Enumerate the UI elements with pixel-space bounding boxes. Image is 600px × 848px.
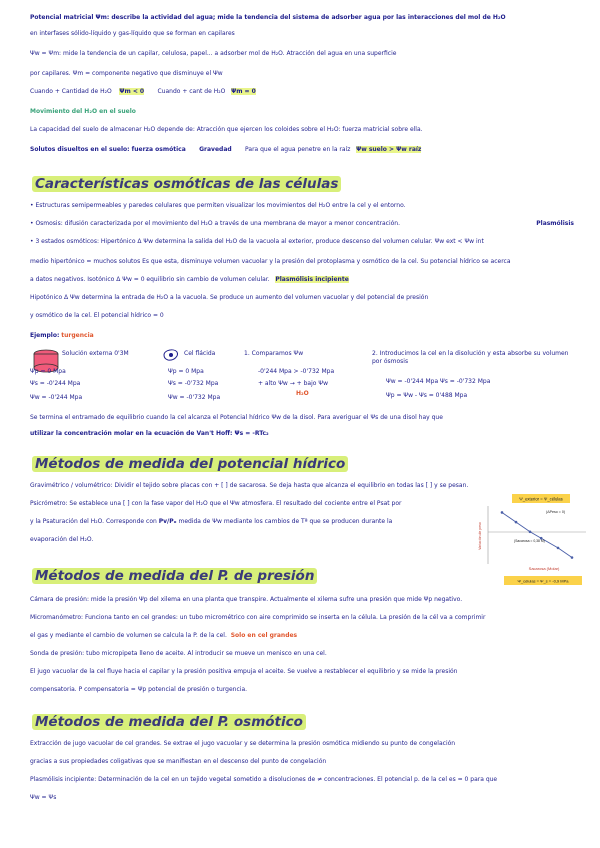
s4-line-4: Ψw = Ψs — [30, 794, 57, 801]
ex2-b: Ψs = -0'732 Mpa — [168, 380, 219, 387]
weight-chart — [474, 492, 594, 592]
s3-line-4: Sonda de presión: tubo micropipeta lleno de aceite. Al introducir se mueve un menisco en una cel. — [30, 650, 327, 657]
s3-3a: el gas y mediante el cambio de volumen se calcula la P. de la cel. — [30, 632, 227, 639]
chart-point-5 — [571, 556, 574, 559]
chart-point-1 — [515, 521, 518, 524]
intro-line-2: en interfases sólido-líquido y gas-líquido que se forman en capilares — [30, 30, 235, 37]
chart-point-2 — [529, 530, 532, 533]
section4-heading — [32, 714, 306, 730]
s1-bullet-2 — [30, 220, 574, 228]
turgencia-label: turgencia — [61, 332, 94, 339]
s3-line-6: compensatoria. P compensatoria = Ψp potencial de presión o turgencia. — [30, 686, 248, 693]
section2-heading — [32, 456, 348, 472]
s1-conclusion-1: Se termina el entramado de equilibrio cuando la cel alcanza el Potencial hídrico Ψw de la disol. Para averiguar el Ψs de una disol hay que — [30, 414, 443, 421]
intro-line-8 — [30, 146, 574, 154]
s1-b2b: Plasmólisis — [536, 220, 574, 227]
ex4-b: Ψp = Ψw - Ψs = 0'488 Mpa — [386, 392, 468, 399]
s3-line-3 — [30, 632, 574, 640]
s1-bullet-4: medio hipertónico = muchos solutos Es que esta, disminuye volumen vacuolar y la presión del protoplasma y osmótico de la cel. Su potencial hídrico se acerca — [30, 258, 511, 265]
s1-b5b: Plasmólisis incipiente — [275, 276, 349, 283]
s1-example-label — [30, 332, 574, 340]
ex3-a: -0'244 Mpa > -0'732 Mpa — [258, 368, 335, 375]
chart-point-0 — [501, 511, 504, 514]
ex4-a: Ψw = -0'244 Mpa Ψs = -0'732 Mpa — [386, 378, 491, 385]
intro-line-4: por capilares. Ψm = componente negativo que disminuye el Ψw — [30, 70, 223, 77]
intro-8c: Para que el agua penetre en la raíz — [245, 146, 351, 153]
chart-xlabel: Sacarosa (Molar) — [528, 566, 560, 571]
s1-bullet-3: • 3 estados osmóticos: Hipertónico Δ Ψw determina la salida del H₂O de la vacuola al exterior, produce descenso del volumen celular. Ψw ext < Ψw int — [30, 238, 484, 245]
ex1-a: Ψp = 0 Mpa — [30, 368, 66, 375]
cell-icon — [162, 348, 180, 362]
chart-point2-label: (Sacarosa = 0,38 M) — [514, 539, 545, 543]
ex2-c: Ψw = -0'732 Mpa — [168, 394, 221, 401]
s1-bullet-5 — [30, 276, 574, 284]
s4-line-1: Extracción de jugo vacuolar de cel grandes. Se extrae el jugo vacuolar y se determina la presión osmótica midiendo su punto de congelación — [30, 740, 456, 747]
s4-line-3: Plasmólisis incipiente: Determinación de la cel en un tejido vegetal sometido a disoluciones de ≠ concentraciones. El potencial p. de la cel es = 0 para que — [30, 776, 498, 783]
s1-b2a: • Ósmosis: difusión caracterizada por el movimiento del H₂O a través de una membrana de mayor a menor concentración. — [30, 220, 401, 227]
section1-heading — [32, 176, 341, 192]
chart-point-4 — [557, 547, 560, 550]
intro-5c: Cuando + cant de H₂O — [157, 88, 226, 95]
intro-5d: Ψm = 0 — [231, 88, 256, 95]
s1-bullet-7: y osmótico de la cel. El potencial hídrico = 0 — [30, 312, 164, 319]
chart-point1-label: (ΔPeso = 0) — [546, 510, 566, 514]
s1-conclusion-2: utilizar la concentración molar en la ecuación de Van't Hoff: Ψs = -RTc₂ — [30, 430, 269, 437]
s2-line-1: Gravimétrico / volumétrico: Dividir el tejido sobre placas con + [ ] de sacarosa. Se deja hasta que alcanza el equilibrio en todas las [ ] y se pesan. — [30, 482, 469, 489]
chart-series-group — [501, 511, 574, 559]
section4-title: Métodos de medida del P. osmótico — [32, 714, 306, 730]
s1-bullet-1: • Estructuras semipermeables y paredes celulares que permiten visualizar los movimientos del H₂O entre la cel y el entorno. — [30, 202, 406, 209]
s2-3a: y la Psaturación del H₂O. Corresponde con — [30, 518, 157, 525]
section3-title: Métodos de medida del P. de presión — [32, 568, 317, 584]
intro-line-6: Movimiento del H₂O en el suelo — [30, 108, 136, 115]
ex1-c: Ψw = -0'244 Mpa — [30, 394, 83, 401]
section3-heading — [32, 568, 317, 584]
ex1-title: Solución externa 0'3M — [62, 350, 129, 357]
ex3-c: H₂O — [296, 390, 309, 397]
intro-line-5 — [30, 88, 574, 96]
ex2-a: Ψp = 0 Mpa — [168, 368, 204, 375]
ex3-b: + alto Ψw → + bajo Ψw — [258, 380, 328, 387]
ex3-title: 1. Comparamos Ψw — [244, 350, 304, 357]
s3-line-2: Micromanómetro: Funciona tanto en cel grandes: un tubo micrométrico con aire comprimido se inserta en la célula. La presión de la cél va a comprimir — [30, 614, 486, 621]
s2-line-3 — [30, 518, 470, 526]
intro-8d: Ψw suelo > Ψw raíz — [356, 146, 422, 153]
chart-title: Ψ_exterior = Ψ_células — [519, 496, 563, 502]
ex4-title: 2. Introducimos la cel en la disolución y esta absorbe su volumen por ósmosis — [372, 350, 569, 365]
intro-8b: Gravedad — [199, 146, 232, 153]
intro-line-7: La capacidad del suelo de almacenar H₂O depende de: Atracción que ejercen los coloides sobre el H₂O: fuerza matricial sobre ella. — [30, 126, 423, 133]
intro-5b: Ψm < 0 — [119, 88, 145, 95]
chart-ylabel: Variación de peso — [478, 522, 482, 550]
s2-line-4: evaporación del H₂O. — [30, 536, 94, 543]
s1-b5a: a datos negativos. Isotónico Δ Ψw = 0 equilibrio sin cambio de volumen celular. — [30, 276, 270, 283]
chart-series-line — [502, 512, 572, 557]
section1-title: Características osmóticas de las células — [32, 176, 341, 192]
s3-line-5: El jugo vacuolar de la cel fluye hacia el capilar y la presión positiva empuja el aceite. Se vuelve a restablecer el equilibrio y se mide la presión — [30, 668, 458, 675]
s2-3b: Pv/Pₒ — [158, 518, 177, 525]
s4-line-2: gracias a sus propiedades coligativas que se manifiestan en el descenso del punto de congelación — [30, 758, 327, 765]
intro-line-1: Potencial matricial Ψm: describe la actividad del agua; mide la tendencia del sistema de adsorber agua por las interacciones del mol de H₂O — [30, 14, 506, 21]
chart-bottom-label: Ψ_células = Ψ_s = -0,9 MPa — [517, 578, 569, 584]
ex2-title: Cel flácida — [184, 350, 216, 357]
s1-bullet-6: Hipotónico Δ Ψw determina la entrada de H₂O a la vacuola. Se produce un aumento del volumen vacuolar y del potencial de presión — [30, 294, 429, 301]
intro-line-3: Ψw = Ψm: mide la tendencia de un capilar, celulosa, papel... a adsorber mol de H₂O. Atracción del agua en una superficie — [30, 50, 397, 57]
s3-line-1: Cámara de presión: mide la presión Ψp del xilema en una planta que transpire. Actualmente el xilema sufre una presión que mide Ψp negativo. — [30, 596, 463, 603]
s2-line-2: Psicrómetro: Se establece una [ ] con la fase vapor del H₂O que el Ψw atmosfera. El resultado del cociente entre el Psat por — [30, 500, 402, 507]
s2-3c: medida de Ψw mediante los cambios de Tª que se producen durante la — [178, 518, 393, 525]
s3-3b: Solo en cel grandes — [230, 632, 298, 639]
section2-title: Métodos de medida del potencial hídrico — [32, 456, 348, 472]
ex1-b: Ψs = -0'244 Mpa — [30, 380, 81, 387]
intro-5a: Cuando + Cantidad de H₂O — [30, 88, 112, 95]
intro-8a: Solutos disueltos en el suelo: fuerza osmótica — [30, 146, 186, 153]
ejemplo-label: Ejemplo: — [30, 332, 60, 339]
